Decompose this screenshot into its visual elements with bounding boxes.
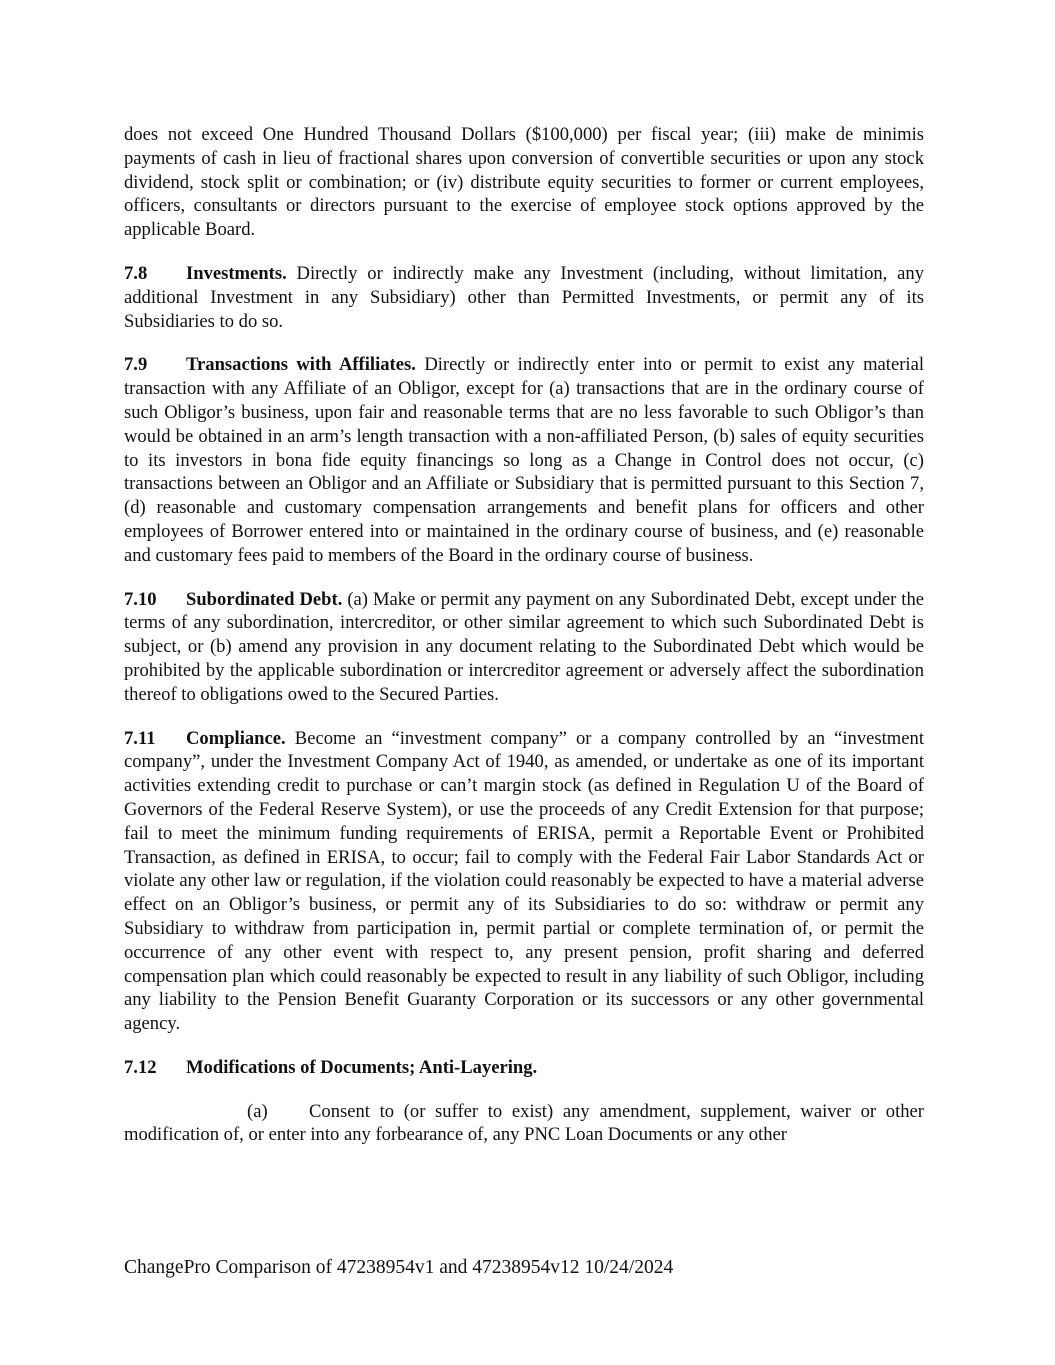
section-body: (a) Make or permit any payment on any Subordinated Debt, except under the terms of any subordination, intercreditor, or other similar agreement to which such Subordinated Debt is subject, or (b) amend any provision in any document relating to the Subordinated Debt which would be prohibited by the applicable subordination or intercreditor agreement or adversely affect the subordination thereof to obligations owed to the Secured Parties.	[124, 588, 924, 705]
document-page	[124, 123, 924, 1147]
intro-paragraph: does not exceed One Hundred Thousand Dollars ($100,000) per fiscal year; (iii) make de minimis payments of cash in lieu of fractional shares upon conversion of convertible securities or upon any stock dividend, stock split or combination; or (iv) distribute equity securities to former or current employees, officers, consultants or directors pursuant to the exercise of employee stock options approved by the applicable Board.	[124, 124, 924, 241]
section-title: Modifications of Documents; Anti-Layering.	[186, 1056, 538, 1078]
section-7-9	[124, 353, 924, 567]
section-7-10	[124, 588, 924, 707]
section-title: Transactions with Affiliates.	[186, 354, 416, 376]
section-7-12	[124, 1056, 924, 1080]
section-number: 7.8	[124, 262, 148, 284]
section-title: Compliance.	[186, 727, 286, 749]
subsection-label: (a)	[247, 1100, 268, 1122]
section-title: Investments.	[186, 262, 287, 284]
section-7-8	[124, 262, 924, 333]
section-7-11	[124, 727, 924, 1036]
section-body: Become an “investment company” or a company controlled by an “investment company”, under the Investment Company Act of 1940, as amended, or undertake as one of its important activities extending credit to purchase or can’t margin stock (as defined in Regulation U of the Board of Governors of the Federal Reserve System), or use the proceeds of any Credit Extension for that purpose; fail to meet the minimum funding requirements of ERISA, permit a Reportable Event or Prohibited Transaction, as defined in ERISA, to occur; fail to comply with the Federal Fair Labor Standards Act or violate any other law or regulation, if the violation could reasonably be expected to have a material adverse effect on an Obligor’s business, or permit any of its Subsidiaries to do so: withdraw or permit any Subsidiary to withdraw from participation in, permit partial or complete termination of, or permit the occurrence of any other event with respect to, any present pension, profit sharing and deferred compensation plan which could reasonably be expected to result in any liability of such Obligor, including any liability to the Pension Benefit Guaranty Corporation or its successors or any other governmental agency.	[124, 727, 924, 1035]
section-number: 7.9	[124, 354, 148, 376]
footer-comparison-note: ChangePro Comparison of 47238954v1 and 47238954v12 10/24/2024	[124, 1257, 674, 1278]
subsection-body: Consent to (or suffer to exist) any amendment, supplement, waiver or other modification of, or enter into any forbearance of, any PNC Loan Documents or any other	[124, 1100, 924, 1146]
section-number: 7.11	[124, 727, 156, 749]
section-number: 7.10	[124, 588, 157, 610]
section-body: Directly or indirectly make any Investment (including, without limitation, any additional Investment in any Subsidiary) other than Permitted Investments, or permit any of its Subsidiaries to do so.	[124, 262, 924, 332]
section-number: 7.12	[124, 1056, 157, 1078]
section-body: Directly or indirectly enter into or permit to exist any material transaction with any Affiliate of an Obligor, except for (a) transactions that are in the ordinary course of such Obligor’s business, upon fair and reasonable terms that are no less favorable to such Obligor’s than would be obtained in an arm’s length transaction with a non-affiliated Person, (b) sales of equity securities to its investors in bona fide equity financings so long as a Change in Control does not occur, (c) transactions between an Obligor and an Affiliate or Subsidiary that is permitted pursuant to this Section 7, (d) reasonable and customary compensation arrangements and benefit plans for officers and other employees of Borrower entered into or maintained in the ordinary course of business, and (e) reasonable and customary fees paid to members of the Board in the ordinary course of business.	[124, 354, 924, 566]
subsection-a	[124, 1100, 924, 1148]
section-title: Subordinated Debt.	[186, 588, 343, 610]
